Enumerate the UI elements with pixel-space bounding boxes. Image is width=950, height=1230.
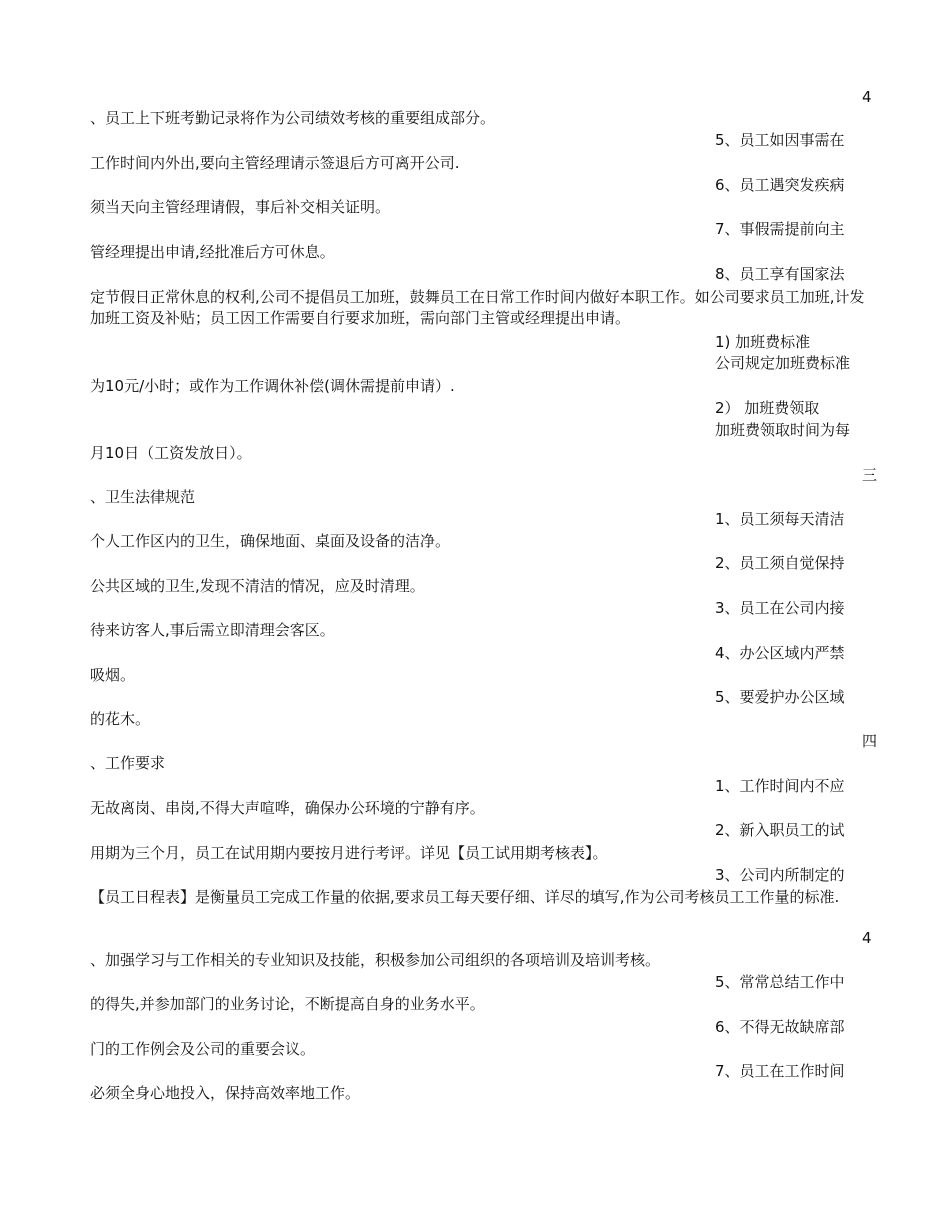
text-line: 、加强学习与工作相关的专业知识及技能，积极参加公司组织的各项培训及培训考核。	[90, 951, 661, 969]
sub-item-heading: 1) 加班费标准	[715, 333, 811, 351]
text-line: 工作时间内外出,要向主管经理请示签退后方可离开公司.	[90, 154, 460, 172]
text-line: 门的工作例会及公司的重要会议。	[90, 1040, 316, 1058]
list-item-start: 1、工作时间内不应	[715, 777, 845, 795]
text-line: 待来访客人,事后需立即清理会客区。	[90, 621, 335, 639]
section-number: 三	[862, 466, 878, 484]
text-line: 管经理提出申请,经批准后方可休息。	[90, 243, 335, 261]
list-item-start: 5、员工如因事需在	[715, 131, 845, 149]
section-heading: 、卫生法律规范	[90, 488, 196, 506]
sub-item-heading: 2） 加班费领取	[715, 399, 820, 417]
text-paragraph: 定节假日正常休息的权利,公司不提倡员工加班，鼓舞员工在日常工作时间内做好本职工作。如公司要求员工加班,计发加班工资及补贴；员工因工作需要自行要求加班，需向部门主管或经理提出申请。	[90, 288, 865, 327]
text-line: 须当天向主管经理请假，事后补交相关证明。	[90, 198, 391, 216]
text-paragraph: 【员工日程表】是衡量员工完成工作量的依据,要求员工每天要仔细、详尽的填写,作为公司考核员工工作量的标准.	[90, 888, 840, 906]
text-line: 、员工上下班考勤记录将作为公司绩效考核的重要组成部分。	[90, 109, 496, 127]
list-item-start: 5、要爱护办公区域	[715, 688, 845, 706]
list-item-start: 1、员工须每天清洁	[715, 510, 845, 528]
text-line: 的花木。	[90, 710, 151, 728]
list-item-start: 3、员工在公司内接	[715, 599, 845, 617]
section-number: 4	[862, 88, 872, 106]
text-line: 公共区域的卫生,发现不清洁的情况，应及时清理。	[90, 577, 425, 595]
section-number: 4	[862, 929, 872, 947]
section-number: 四	[862, 732, 878, 750]
list-item-start: 5、常常总结工作中	[715, 973, 845, 991]
text-line: 个人工作区内的卫生，确保地面、桌面及设备的洁净。	[90, 532, 451, 550]
text-line: 的得失,并参加部门的业务讨论，不断提高自身的业务水平。	[90, 995, 485, 1013]
list-item-start: 8、员工享有国家法	[715, 265, 845, 283]
list-item-start: 公司规定加班费标准	[715, 354, 851, 372]
list-item-start: 7、员工在工作时间	[715, 1062, 845, 1080]
list-item-start: 4、办公区域内严禁	[715, 644, 845, 662]
list-item-start: 7、事假需提前向主	[715, 220, 845, 238]
list-item-start: 6、不得无故缺席部	[715, 1018, 845, 1036]
list-item-start: 6、员工遇突发疾病	[715, 176, 845, 194]
list-item-start: 3、公司内所制定的	[715, 866, 845, 884]
text-line: 为10元/小时；或作为工作调休补偿(调休需提前申请）.	[90, 377, 455, 395]
text-line: 无故离岗、串岗,不得大声喧哗，确保办公环境的宁静有序。	[90, 799, 485, 817]
list-item-start: 加班费领取时间为每	[715, 421, 851, 439]
text-line: 用期为三个月，员工在试用期内要按月进行考评。详见【员工试用期考核表】。	[90, 844, 608, 862]
list-item-start: 2、员工须自觉保持	[715, 554, 845, 572]
text-line: 月10日（工资发放日）。	[90, 444, 252, 462]
list-item-start: 2、新入职员工的试	[715, 821, 845, 839]
text-line: 吸烟。	[90, 666, 136, 684]
text-line: 必须全身心地投入，保持高效率地工作。	[90, 1084, 361, 1102]
section-heading: 、工作要求	[90, 754, 166, 772]
